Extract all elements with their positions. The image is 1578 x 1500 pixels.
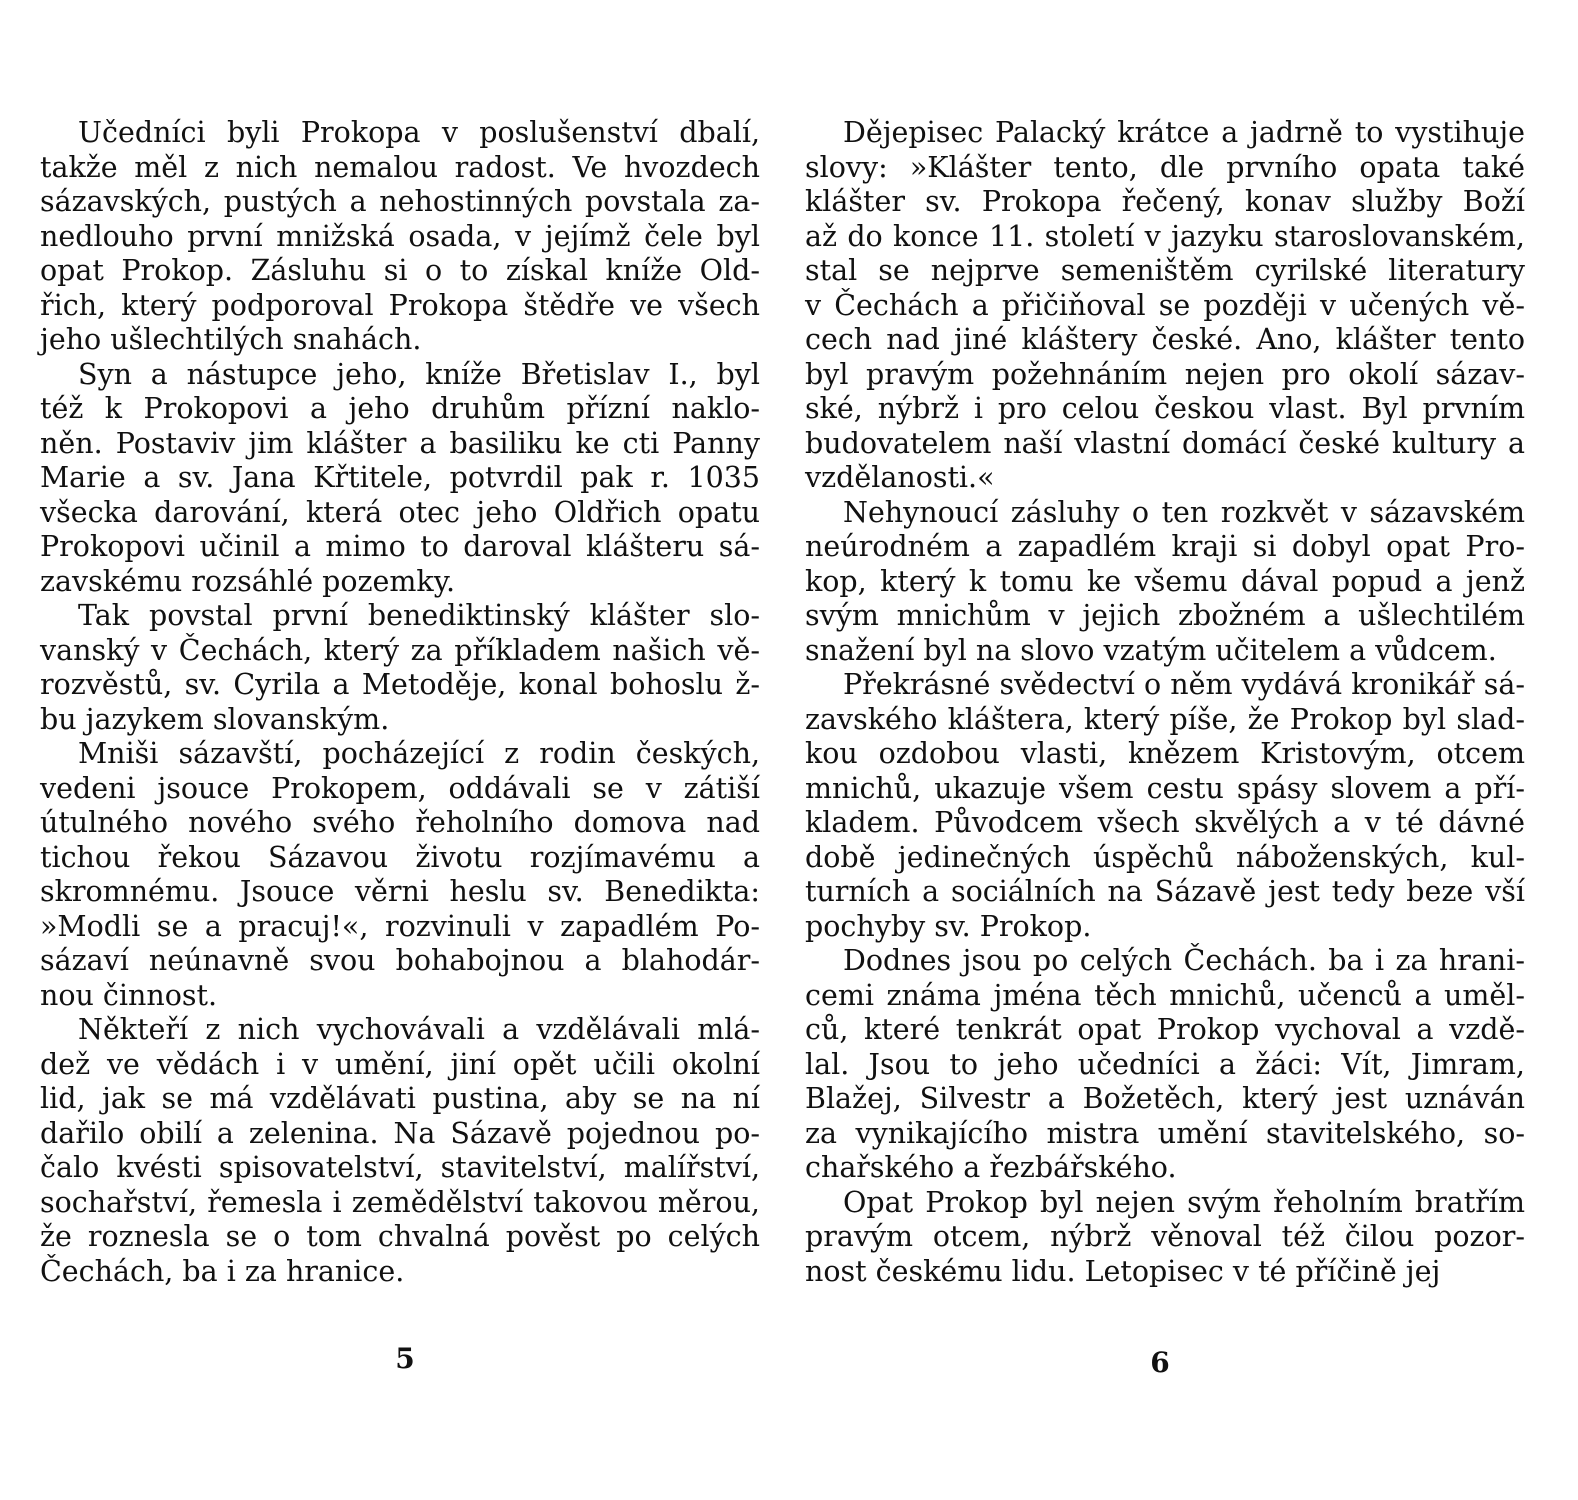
text-line: Mniši sázavští, pocházející z rodin českých,: [78, 737, 760, 770]
paragraph: [805, 116, 1525, 496]
text-line: pochyby sv. Prokop.: [805, 909, 1092, 943]
text-line: Prokopovi učinil a mimo to daroval klášteru sá-: [40, 530, 760, 563]
text-line: bu jazykem slovanským.: [40, 702, 390, 736]
text-line: chařského a řezbářského.: [805, 1151, 1177, 1184]
text-line: Marie a sv. Jana Křtitele, potvrdil pak r. 1035: [40, 461, 760, 494]
paragraph: [805, 1186, 1525, 1290]
right-page-text: [805, 116, 1525, 1289]
right-page: [805, 116, 1525, 1436]
paragraph: [40, 737, 760, 1013]
text-line: budovatelem naší vlastní domácí české kultury a: [805, 426, 1525, 460]
text-line: Někteří z nich vychovávali a vzdělávali mlá-: [78, 1013, 760, 1046]
text-line: něn. Postaviv jim klášter a basiliku ke cti Panny: [40, 426, 760, 460]
text-line: Syn a nástupce jeho, kníže Břetislav I., byl: [78, 357, 760, 391]
text-line: Nehynoucí zásluhy o ten rozkvět v sázavském: [843, 495, 1525, 529]
text-line: opat Prokop. Zásluhu si o to získal kníže Old-: [40, 254, 760, 287]
page-number-left: 5: [395, 1342, 415, 1375]
text-line: kop, který k tomu ke všemu dával popud a jenž: [805, 564, 1525, 598]
text-line: sázavských, pustých a nehostinných povstala za-: [40, 185, 760, 218]
text-line: slovy: »Klášter tento, dle prvního opata také: [805, 150, 1525, 184]
text-line: dež ve vědách i v umění, jiní opět učili okolní: [40, 1047, 760, 1081]
paragraph: [805, 496, 1525, 669]
text-line: vzdělanosti.«: [805, 461, 995, 494]
text-line: klášter sv. Prokopa řečený, konav služby Boží: [805, 185, 1525, 218]
text-line: dařilo obilí a zelenina. Na Sázavě pojednou po-: [40, 1116, 760, 1150]
text-line: zavskému rozsáhlé pozemky.: [40, 564, 456, 598]
left-page-text: [40, 116, 760, 1289]
text-line: kou ozdobou vlasti, knězem Kristovým, otcem: [805, 737, 1525, 770]
text-line: kladem. Původcem všech skvělých a v té dávné: [805, 806, 1525, 839]
text-line: neúrodném a zapadlém kraji si dobyl opat Pro-: [805, 530, 1525, 563]
paragraph: [805, 668, 1525, 944]
text-line: nost českému lidu. Letopisec v té příčině jej: [805, 1254, 1441, 1288]
text-line: řich, který podporoval Prokopa štědře ve všech: [40, 288, 760, 322]
text-line: Tak povstal první benediktinský klášter slo-: [78, 599, 760, 632]
text-line: cemi známa jména těch mnichů, učenců a uměl-: [805, 978, 1525, 1012]
text-line: byl pravým požehnáním nejen pro okolí sázav-: [805, 357, 1525, 391]
text-line: jeho ušlechtilých snahách.: [40, 323, 422, 356]
text-line: útulného nového svého řeholního domova nad: [40, 806, 760, 839]
text-line: v Čechách a přičiňoval se později v učených vě-: [805, 288, 1525, 322]
text-line: ské, nýbrž i pro celou českou vlast. Byl prvním: [805, 392, 1525, 425]
text-line: sochařství, řemesla i zemědělství takovou měrou,: [40, 1185, 760, 1219]
text-line: zavského kláštera, který píše, že Prokop byl slad-: [805, 702, 1525, 736]
text-line: době jedinečných úspěchů náboženských, kul-: [805, 840, 1525, 874]
text-line: že roznesla se o tom chvalná pověst po celých: [40, 1220, 760, 1253]
text-line: Dodnes jsou po celých Čechách. ba i za hrani-: [843, 944, 1525, 977]
text-line: stal se nejprve semeništěm cyrilské literatury: [805, 254, 1525, 287]
paragraph: [40, 116, 760, 358]
text-line: Učedníci byli Prokopa v poslušenství dbalí,: [78, 116, 760, 149]
paragraph: [40, 1013, 760, 1289]
text-line: lid, jak se má vzdělávati pustina, aby se na ní: [40, 1082, 760, 1115]
paragraph: [805, 944, 1525, 1186]
text-line: všecka darování, která otec jeho Oldřich opatu: [40, 495, 760, 529]
text-line: Dějepisec Palacký krátce a jadrně to vystihuje: [843, 116, 1525, 149]
text-line: »Modli se a pracuj!«, rozvinuli v zapadlém Po-: [40, 909, 760, 943]
text-line: ců, které tenkrát opat Prokop vychoval a vzdě-: [805, 1013, 1525, 1046]
text-line: rozvěstů, sv. Cyrila a Metoděje, konal bohoslu ž-: [40, 668, 760, 701]
page-number-right: 6: [1150, 1346, 1170, 1379]
text-line: Čechách, ba i za hranice.: [40, 1254, 405, 1288]
text-line: nedlouho první mnižská osada, v jejímž čele byl: [40, 219, 760, 253]
text-line: za vynikajícího mistra umění stavitelského, so-: [805, 1116, 1525, 1150]
text-line: turních a sociálních na Sázavě jest tedy beze vší: [805, 875, 1525, 908]
text-line: snažení byl na slovo vzatým učitelem a vůdcem.: [805, 633, 1497, 667]
text-line: takže měl z nich nemalou radost. Ve hvozdech: [40, 150, 760, 184]
text-line: cech nad jiné kláštery české. Ano, klášter tento: [805, 323, 1525, 356]
text-line: nou činnost.: [40, 978, 218, 1012]
text-line: lal. Jsou to jeho učedníci a žáci: Vít, Jimram,: [805, 1047, 1525, 1081]
text-line: čalo kvésti spisovatelství, stavitelství, malířství,: [40, 1151, 760, 1184]
text-line: sázaví neúnavně svou bohabojnou a blahodár-: [40, 944, 760, 977]
text-line: vanský v Čechách, který za příkladem našich vě-: [40, 633, 760, 667]
text-line: Blažej, Silvestr a Božetěch, který jest uznáván: [805, 1082, 1525, 1115]
text-line: též k Prokopovi a jeho druhům přízní naklo-: [40, 392, 760, 425]
left-page: [40, 116, 760, 1436]
text-line: tichou řekou Sázavou životu rozjímavému a: [40, 840, 760, 874]
text-line: svým mnichům v jejich zbožném a ušlechtilém: [805, 599, 1525, 632]
text-line: mnichů, ukazuje všem cestu spásy slovem a pří-: [805, 771, 1525, 805]
text-line: vedeni jsouce Prokopem, oddávali se v zátiší: [40, 771, 760, 805]
text-line: Překrásné svědectví o něm vydává kronikář sá-: [843, 668, 1525, 701]
text-line: až do konce 11. století v jazyku staroslovanském,: [805, 219, 1525, 253]
paragraph: [40, 358, 760, 600]
text-line: pravým otcem, nýbrž věnoval též čilou pozor-: [805, 1220, 1525, 1253]
text-line: skromnému. Jsouce věrni heslu sv. Benedikta:: [40, 875, 760, 908]
text-line: Opat Prokop byl nejen svým řeholním bratřím: [843, 1185, 1525, 1219]
paragraph: [40, 599, 760, 737]
